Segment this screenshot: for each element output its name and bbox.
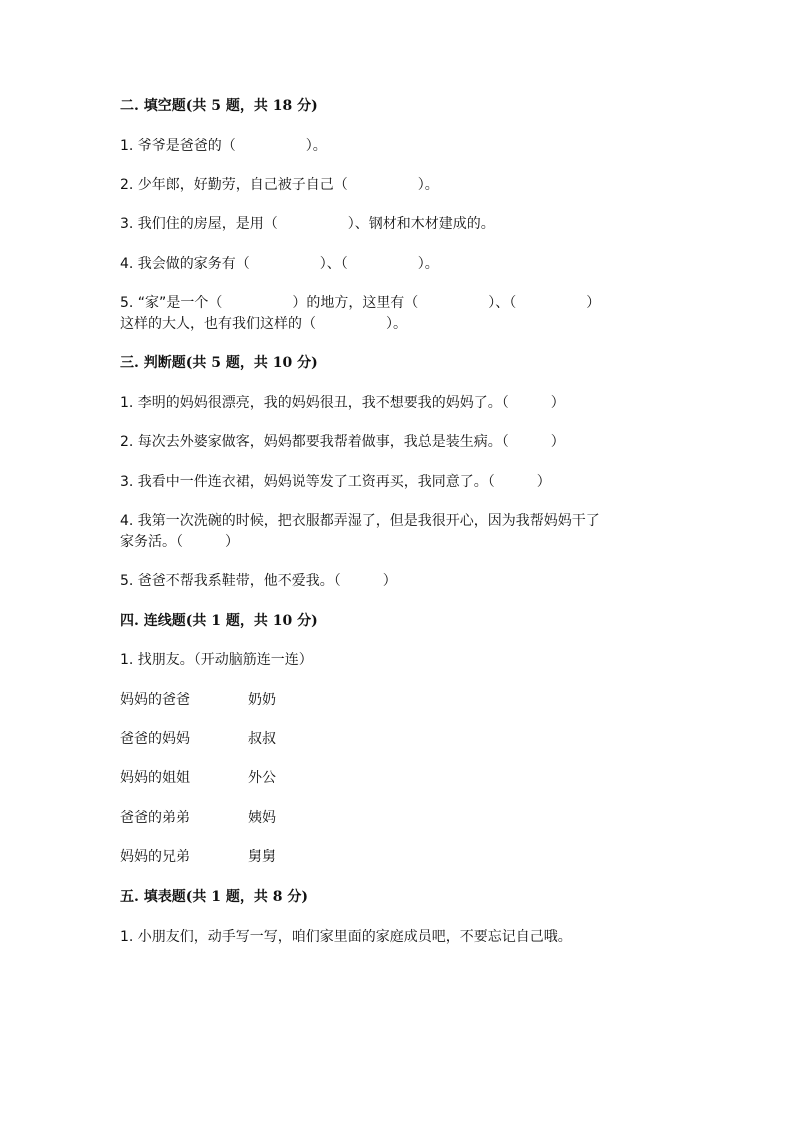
fill-blank-question-1: 1. 爷爷是爸爸的（ ）。 (120, 138, 327, 154)
fill-blank-question-2: 2. 少年郎，好勤劳，自己被子自己（ ）。 (120, 177, 439, 193)
true-false-question-4-line-1: 4. 我第一次洗碗的时候，把衣服都弄湿了，但是我很开心，因为我帮妈妈干了 (120, 513, 600, 529)
matching-right-item: 奶奶 (248, 692, 276, 708)
section-title-true-false: 三. 判断题(共 5 题，共 10 分) (120, 355, 318, 371)
matching-left-item: 妈妈的爸爸 (120, 692, 190, 708)
section-title-fill-blank: 二. 填空题(共 5 题，共 18 分) (120, 98, 318, 114)
matching-right-item: 姨妈 (248, 810, 276, 826)
true-false-question-3: 3. 我看中一件连衣裙，妈妈说等发了工资再买，我同意了。（ ） (120, 474, 551, 490)
section-title-fill-table: 五. 填表题(共 1 题，共 8 分) (120, 889, 308, 905)
section-title-matching: 四. 连线题(共 1 题，共 10 分) (120, 613, 318, 629)
matching-left-item: 妈妈的姐姐 (120, 770, 190, 786)
matching-question-1: 1. 找朋友。（开动脑筋连一连） (120, 652, 313, 668)
true-false-question-4-line-2: 家务活。（ ） (120, 534, 239, 550)
matching-left-item: 爸爸的妈妈 (120, 731, 190, 747)
matching-left-item: 妈妈的兄弟 (120, 849, 190, 865)
true-false-question-2: 2. 每次去外婆家做客，妈妈都要我帮着做事，我总是装生病。（ ） (120, 434, 565, 450)
fill-blank-question-4: 4. 我会做的家务有（ ）、（ ）。 (120, 256, 439, 272)
matching-left-item: 爸爸的弟弟 (120, 810, 190, 826)
true-false-question-1: 1. 李明的妈妈很漂亮，我的妈妈很丑，我不想要我的妈妈了。（ ） (120, 395, 565, 411)
fill-blank-question-5-line-1: 5. “家”是一个（ ）的地方，这里有（ ）、（ ） (120, 295, 601, 311)
fill-table-question-1: 1. 小朋友们，动手写一写，咱们家里面的家庭成员吧，不要忘记自己哦。 (120, 929, 572, 945)
matching-right-item: 外公 (248, 770, 276, 786)
fill-blank-question-5-line-2: 这样的大人，也有我们这样的（ ）。 (120, 316, 407, 332)
true-false-question-5: 5. 爸爸不帮我系鞋带，他不爱我。（ ） (120, 573, 397, 589)
fill-blank-question-3: 3. 我们住的房屋，是用（ ）、钢材和木材建成的。 (120, 216, 495, 232)
matching-right-item: 叔叔 (248, 731, 276, 747)
matching-right-item: 舅舅 (248, 849, 276, 865)
